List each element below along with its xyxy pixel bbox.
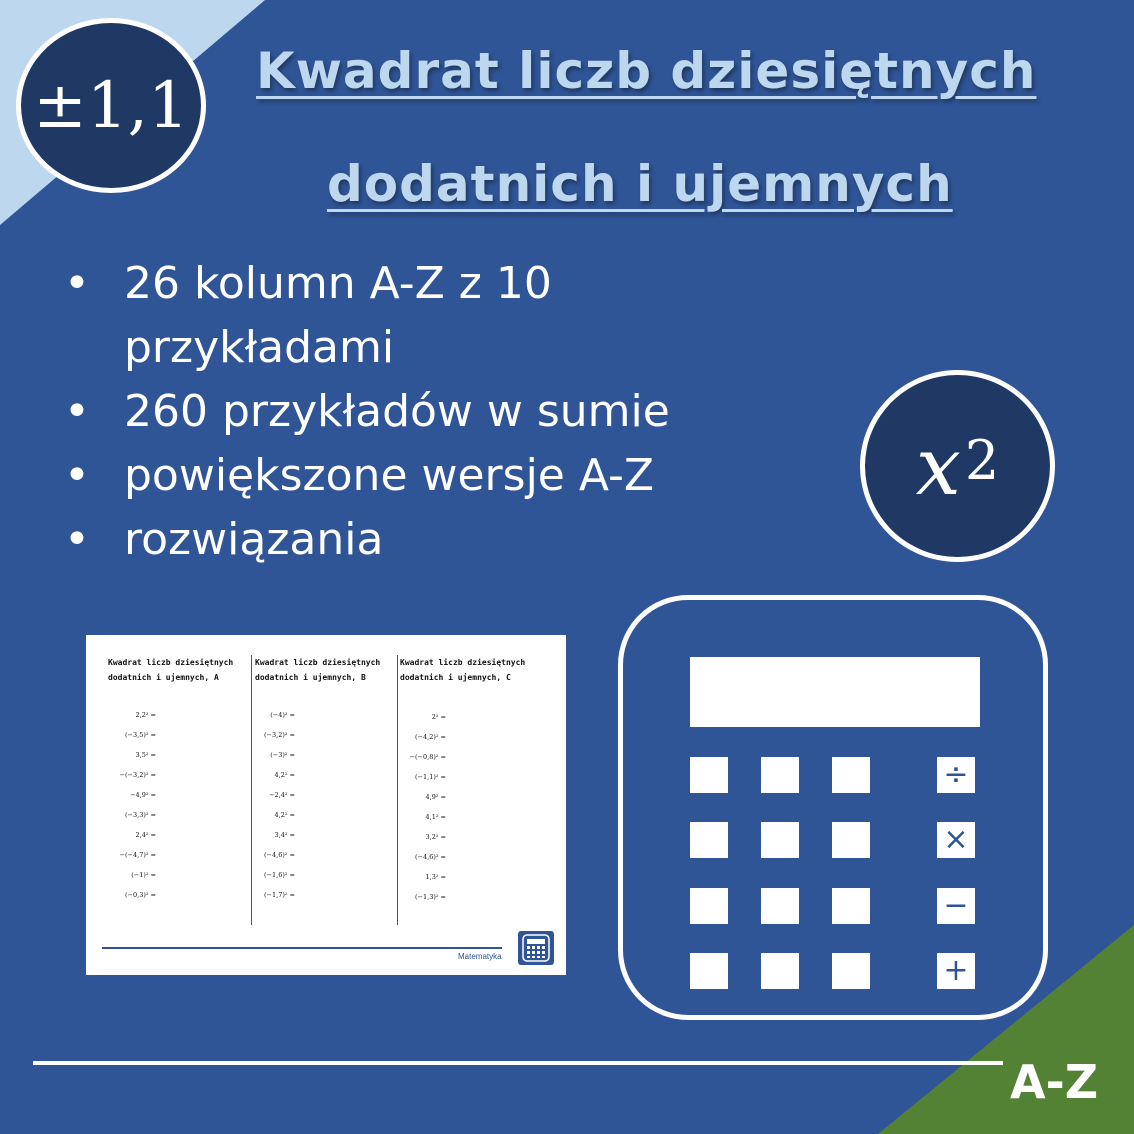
worksheet-example: (−1,1)² =	[415, 773, 446, 781]
worksheet-example: 2,2² =	[135, 711, 156, 719]
worksheet-example: 4,1² =	[425, 813, 446, 821]
worksheet-column-separator	[251, 655, 252, 925]
worksheet-example: (−3,5)² =	[125, 731, 156, 739]
a-z-corner-label: A-Z	[1010, 1055, 1099, 1109]
worksheet-example: 3,4² =	[274, 831, 295, 839]
worksheet-preview	[86, 635, 566, 975]
calculator-key	[690, 757, 728, 793]
calculator-key	[690, 888, 728, 924]
bottom-divider-line	[33, 1061, 1003, 1065]
worksheet-column-title: Kwadrat liczb dziesiętnych	[108, 658, 234, 667]
worksheet-example: 4,2² =	[274, 811, 295, 819]
calculator-key	[761, 953, 799, 989]
worksheet-example: (−4,6)² =	[264, 851, 295, 859]
worksheet-example: (−3)² =	[270, 751, 295, 759]
worksheet-examples	[255, 705, 295, 905]
worksheet-example: (−1,7)² =	[264, 891, 295, 899]
x-squared-exponent: 2	[964, 428, 1000, 492]
mini-calculator-icon	[518, 931, 554, 965]
worksheet-column-subtitle: dodatnich i ujemnych, C	[400, 673, 511, 682]
worksheet-column-separator	[397, 655, 398, 925]
calculator-key	[690, 953, 728, 989]
title-line-2: dodatnich i ujemnych	[327, 155, 953, 213]
worksheet-example: 4,9² =	[425, 793, 446, 801]
calculator-icon	[618, 595, 1048, 1020]
calculator-key	[690, 822, 728, 858]
worksheet-example: −(−3,2)² =	[119, 771, 156, 779]
calculator-key	[832, 953, 870, 989]
worksheet-column-a	[108, 655, 248, 905]
plus-minus-badge	[16, 18, 206, 193]
worksheet-example: (−3,3)² =	[125, 811, 156, 819]
feature-list	[60, 252, 760, 572]
worksheet-examples	[108, 705, 156, 905]
worksheet-example: (−4,2)² =	[415, 733, 446, 741]
feature-item: • rozwiązania	[60, 508, 760, 572]
worksheet-example: (−1,3)² =	[415, 893, 446, 901]
worksheet-example: (−1,6)² =	[264, 871, 295, 879]
worksheet-column-title: Kwadrat liczb dziesiętnych	[400, 658, 526, 667]
worksheet-example: 1,3² =	[425, 873, 446, 881]
calculator-key	[832, 888, 870, 924]
worksheet-column-b	[255, 655, 395, 905]
minus-key: −	[937, 888, 975, 924]
feature-item: • powiększone wersje A-Z	[60, 444, 760, 508]
divide-key: ÷	[937, 757, 975, 793]
worksheet-footer-label: Matematyka	[458, 952, 502, 961]
worksheet-example: (−1)² =	[131, 871, 156, 879]
worksheet-example: −2,4² =	[269, 791, 295, 799]
plus-minus-badge-text: ±1,1	[33, 68, 189, 143]
worksheet-column-subtitle: dodatnich i ujemnych, B	[255, 673, 366, 682]
x-squared-base: x	[915, 419, 961, 513]
worksheet-example: (−4)² =	[270, 711, 295, 719]
title-line-1: Kwadrat liczb dziesiętnych	[256, 42, 1037, 100]
worksheet-example: −(−0,8)² =	[409, 753, 446, 761]
plus-key: +	[937, 953, 975, 989]
worksheet-column-title: Kwadrat liczb dziesiętnych	[255, 658, 381, 667]
calculator-key	[761, 757, 799, 793]
feature-item: • 260 przykładów w sumie	[60, 380, 760, 444]
multiply-key: ×	[937, 822, 975, 858]
worksheet-column-c	[400, 655, 540, 907]
calculator-key	[832, 822, 870, 858]
worksheet-footer-line	[102, 947, 502, 949]
worksheet-example: 3,2² =	[425, 833, 446, 841]
worksheet-example: (−3,2)² =	[264, 731, 295, 739]
worksheet-example: (−4,6)² =	[415, 853, 446, 861]
worksheet-example: −4,9² =	[130, 791, 156, 799]
feature-item: • 26 kolumn A-Z z 10 przykładami	[60, 252, 760, 380]
worksheet-example: (−0,3)² =	[125, 891, 156, 899]
calculator-key	[761, 822, 799, 858]
worksheet-examples	[400, 707, 446, 907]
worksheet-example: 4,2² =	[274, 771, 295, 779]
x-squared-badge	[860, 370, 1055, 562]
calculator-key	[832, 757, 870, 793]
worksheet-example: 3,5² =	[135, 751, 156, 759]
worksheet-column-subtitle: dodatnich i ujemnych, A	[108, 673, 219, 682]
calculator-screen	[690, 657, 980, 727]
worksheet-example: −(−4,7)² =	[119, 851, 156, 859]
worksheet-example: 2,4² =	[135, 831, 156, 839]
calculator-key	[761, 888, 799, 924]
worksheet-example: 2² =	[431, 713, 446, 721]
